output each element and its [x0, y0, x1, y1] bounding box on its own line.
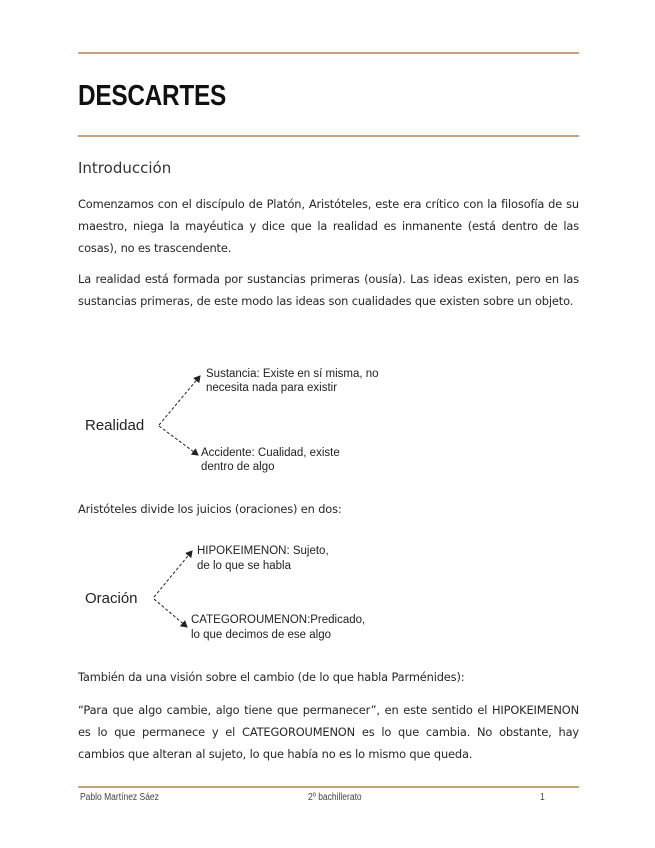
paragraph-4: También da una visión sobre el cambio (de lo que habla Parménides):: [78, 670, 465, 684]
footer-page-number: 1: [540, 792, 545, 803]
title-underline: [78, 135, 579, 137]
realidad-root-label: Realidad: [85, 417, 145, 434]
footer-rule: [78, 786, 579, 788]
accidente-line-2: dentro de algo: [201, 461, 275, 473]
sustancia-line-2: necesita nada para existir: [206, 382, 338, 394]
accidente-line-1: Accidente: Cualidad, existe: [201, 447, 340, 459]
oracion-arrow-down: [154, 599, 187, 627]
footer-author: Pablo Martínez Sáez: [80, 792, 159, 803]
paragraph-3: Aristóteles divide los juicios (oraciones) en dos:: [78, 502, 342, 516]
paragraph-1: Comenzamos con el discípulo de Platón, Aristóteles, este era crítico con la filosofía de su maestro, niega la mayéutica y dice que la realidad es inmanente (está dentro de las cosas), no es trascendente.: [78, 197, 579, 255]
footer-course: 2º bachillerato: [308, 792, 362, 803]
paragraph-2: La realidad está formada por sustancias primeras (ousía). Las ideas existen, pero en las sustancias primeras, de este modo las ideas son cualidades que existen sobre un objeto.: [78, 272, 579, 308]
hipokeimenon-line-1: HIPOKEIMENON: Sujeto,: [197, 545, 329, 557]
categoroumenon-line-2: lo que decimos de ese algo: [191, 629, 332, 641]
realidad-arrow-up: [159, 376, 200, 425]
document-title: DESCARTES: [78, 80, 226, 112]
hipokeimenon-line-2: de lo que se habla: [197, 560, 291, 572]
oracion-root-label: Oración: [85, 590, 138, 607]
categoroumenon-line-1: CATEGOROUMENON:Predicado,: [191, 614, 366, 626]
realidad-arrow-down: [159, 426, 198, 455]
oracion-arrow-up: [154, 551, 192, 597]
paragraph-5: “Para que algo cambie, algo tiene que permanecer”, en este sentido el HIPOKEIMENON es lo que permanece y el CATEGOROUMENON es lo que cambia. No obstante, hay cambios que alteran al sujeto, lo que había no es lo mismo que queda.: [78, 703, 579, 761]
realidad-diagram: [80, 360, 410, 480]
sustancia-line-1: Sustancia: Existe en sí misma, no: [206, 368, 379, 380]
section-heading: Introducción: [78, 159, 172, 177]
top-rule: [78, 52, 579, 54]
oracion-diagram: [80, 535, 390, 645]
